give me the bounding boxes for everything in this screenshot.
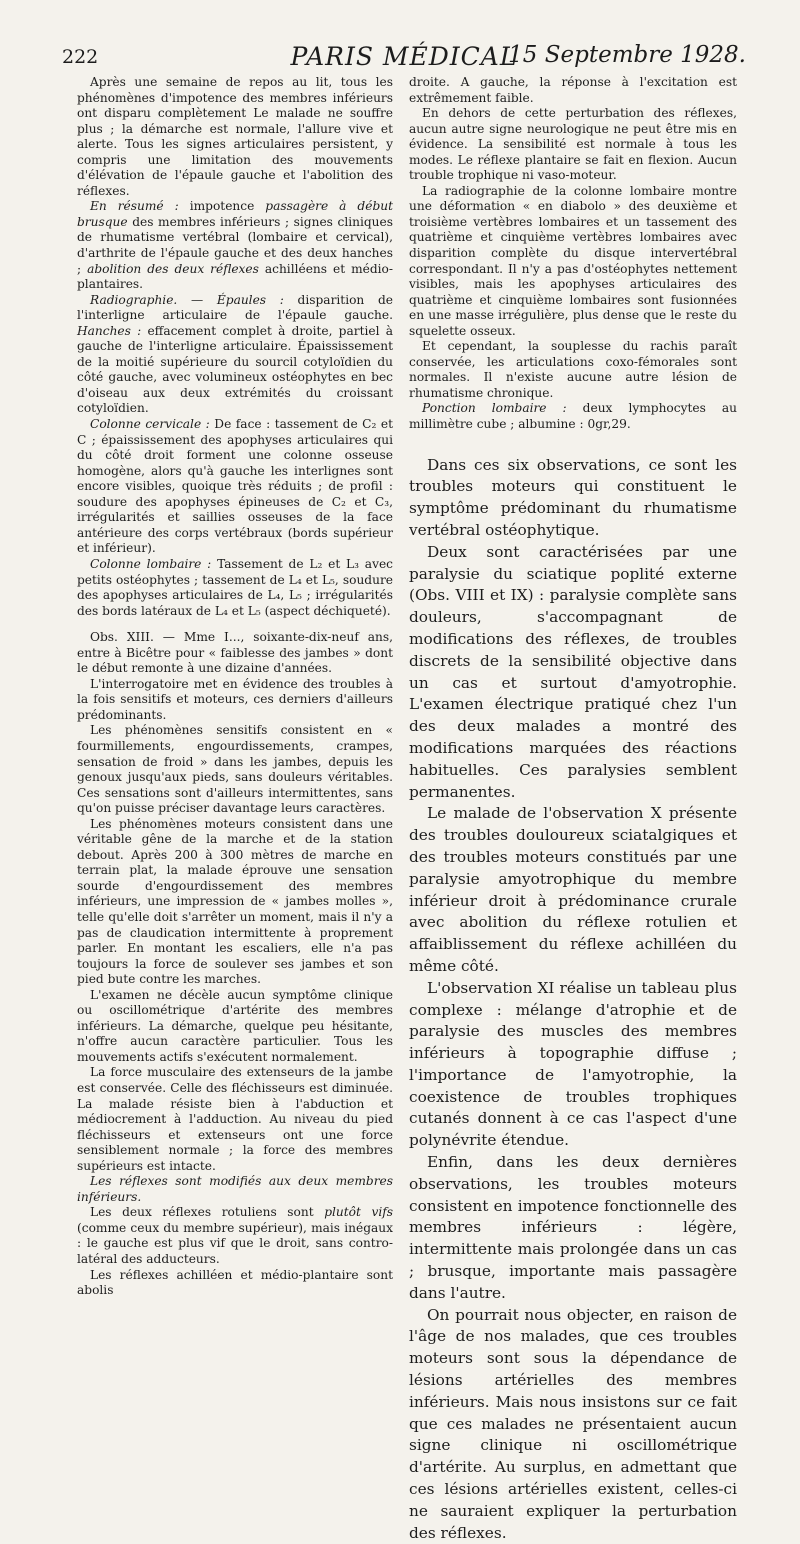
paragraph: L'observation XI réalise un tableau plus complexe : mélange d'atrophie et de paralysie des muscles des membres inférieurs à topographie diffuse ; l'importance de l'amyotrophie, la coexistence de troubles trophiques cutanés donnent à ce cas l'aspect d'une polynévrite étendue.: [409, 978, 737, 1150]
running-header: [62, 38, 746, 78]
text-run: Tassement de L₂ et L₃ avec petits ostéophytes ; tassement de L₄ et L₅, soudure des apophyses articulaires de L₄, L₅ ; irrégularités des bords latéraux de L₄ et L₅ (aspect déchiqueté).: [77, 556, 393, 618]
paragraph: Et cependant, la souplesse du rachis paraît conservée, les articulations coxo-fémorales sont normales. Il n'existe aucune autre lésion de rhumatisme chronique.: [409, 339, 737, 400]
paragraph: La force musculaire des extenseurs de la jambe est conservée. Celle des fléchisseurs est diminuée. La malade résiste bien à l'abduction et médiocrement à l'adduction. Au niveau du pied fléchisseurs et extenseurs ont une force sensiblement normale ; la force des membres supérieurs est intacte.: [77, 1065, 393, 1173]
left-column: [77, 75, 393, 1299]
lumbar-label: Colonne lombaire :: [90, 556, 212, 571]
paragraph: En dehors de cette perturbation des réflexes, aucun autre signe neurologique ne peut être mis en évidence. La sensibilité est normale à tous les modes. Le réflexe plantaire se fait en flexion. Aucun trouble trophique ni vaso-moteur.: [409, 106, 737, 183]
lumbar-puncture-label: Ponction lombaire :: [422, 401, 567, 416]
text-run: De face : tassement de C₂ et C ; épaississement des apophyses articulaires qui du côté droit forment une colonne osseuse homogène, alors qu'à gauche les interlignes sont encore visibles, quoique très réduits ; de profil : soudure des apophyses épineuses de C₂ et C₃, irrégularités et saillies osseuses de la face antérieure des corps vertébraux (bords supérieur et inférieur).: [77, 417, 394, 556]
paragraph: On pourrait nous objecter, en raison de l'âge de nos malades, que ces troubles moteurs sont sous la dépendance de lésions artérielles des membres inférieurs. Mais nous insistons sur ce fait que ces malades ne présentaient aucun signe clinique ni oscillométrique d'artérite. Au surplus, en admettant que ces lésions artérielles existent, celles-ci ne sauraient expliquer la perturbation des réflexes.: [409, 1305, 737, 1542]
paragraph: L'examen ne décèle aucun symptôme clinique ou oscillométrique d'artérite des membres inférieurs. La démarche, quelque peu hésitante, n'offre aucun caractère particulier. Tous les mouvements actifs s'exécutent normalement.: [77, 987, 393, 1064]
text-run: effacement complet à droite, partiel à gauche de l'interligne articulaire. Épaississement de la moitié supérieure du sourcil cotyloïdien du côté gauche, avec volumineux ostéophytes en bec d'oiseau aux deux extrémités du croissant cotyloïdien.: [77, 323, 393, 416]
journal-title: PARIS MÉDICAL: [290, 42, 518, 71]
paragraph: Le malade de l'observation X présente des troubles douloureux sciatalgiques et des troubles moteurs constitués par une paralysie amyotrophique du membre inférieur droit à prédominance crurale avec abolition du réflexe rotulien et affaiblissement du réflexe achilléen du même côté.: [409, 804, 737, 975]
reflexes-subheading: Les réflexes sont modifiés aux deux membres inférieurs.: [77, 1174, 393, 1204]
text-run: impotence: [178, 199, 266, 214]
text-run: Les deux réflexes rotuliens sont: [90, 1205, 325, 1220]
lumbar-puncture-paragraph: [409, 401, 737, 432]
text-run: deux lymphocytes au millimètre cube ; albumine : 0gr,29.: [409, 401, 737, 432]
text-run: (comme ceux du membre supérieur), mais inégaux : le gauche est plus vif que le droit, sans contro-latéral des adducteurs.: [77, 1220, 393, 1267]
radiography-paragraph: [77, 293, 393, 417]
summary-label: En résumé :: [90, 199, 179, 214]
issue-date: 15 Septembre 1928.: [508, 42, 746, 68]
paragraph: Enfin, dans les deux dernières observations, les troubles moteurs consistent en impotence fonctionnelle des membres inférieurs : légère, intermittente mais prolongée dans un cas ; brusque, importante mais passagère dans l'autre.: [409, 1153, 737, 1302]
paragraph: Les phénomènes sensitifs consistent en « fourmillements, engourdissements, crampes, sensation de froid » dans les jambes, depuis les genoux jusqu'aux pieds, sans douleurs véritables. Ces sensations sont d'ailleurs intermittentes, sans qu'on puisse préciser davantage leurs caractères.: [77, 723, 393, 816]
case-notes-continued: [409, 75, 737, 433]
paragraph: Les phénomènes moteurs consistent dans une véritable gêne de la marche et de la station debout. Après 200 à 300 mètres de marche en terrain plat, la malade éprouve une sensation sourde d'engourdissement des membres inférieurs, une impression de « jambes molles », telle qu'elle doit s'arrêter un moment, mais il n'y a pas de claudication intermittente à proprement parler. En montant les escaliers, elle n'a pas toujours la force de soulever ses jambes et son pied bute contre les marches.: [77, 816, 393, 987]
text-run-italic: abolition des deux réflexes: [87, 261, 259, 276]
right-column: [409, 75, 737, 1544]
lumbar-paragraph: [77, 557, 393, 619]
paragraph: Deux sont caractérisées par une paralysie du sciatique poplité externe (Obs. VIII et IX) : paralysie complète sans douleurs, s'accompagnant de modifications des réflexes, de troubles discrets de la sensibilité objective dans un cas et surtout d'amyotrophie. L'examen électrique pratiqué chez l'un des deux malades a montré des modifications marquées des réactions habituelles. Ces paralysies semblent permanentes.: [409, 542, 737, 801]
radiography-label: Radiographie. — Épaules :: [90, 292, 284, 307]
paragraph: La radiographie de la colonne lombaire montre une déformation « en diabolo » des deuxième et troisième vertèbres lombaires et un tassement des quatrième et cinquième vertèbres lombaires avec disparition complète du disque intervertébral correspondant. Il n'y a pas d'ostéophytes nettement visibles, mais les apophyses articulaires des quatrième et cinquième lombaires sont fusionnées en une masse irrégulière, plus dense que le reste du squelette osseux.: [409, 183, 737, 338]
discussion-text: [409, 455, 737, 1544]
cervical-label: Colonne cervicale :: [90, 417, 210, 432]
text-run-italic: passagère à début brusque: [77, 199, 393, 229]
page-number: 222: [62, 46, 99, 68]
text-run: des membres inférieurs ; signes cliniques de rhumatisme vertébral (lombaire et cervical), d'arthrite de l'épaule gauche et des deux hanches ;: [77, 214, 393, 276]
text-run: achilléens et médio-plantaires.: [77, 261, 393, 292]
observation-heading-paragraph: Obs. XIII. — Mme I..., soixante-dix-neuf ans, entre à Bicêtre pour « faiblesse des jambes » dont le début remonte à une dizaine d'années.: [77, 630, 393, 676]
paragraph: droite. A gauche, la réponse à l'excitation est extrêmement faible.: [409, 75, 737, 105]
cervical-paragraph: [77, 417, 393, 557]
text-run-italic: plutôt vifs: [324, 1205, 393, 1220]
text-run: disparition de l'interligne articulaire de l'épaule gauche.: [77, 292, 393, 323]
paragraph: Dans ces six observations, ce sont les troubles moteurs qui constituent le symptôme prédominant du rhumatisme vertébral ostéophytique.: [409, 455, 737, 539]
hips-label: Hanches :: [77, 323, 142, 338]
paragraph: Après une semaine de repos au lit, tous les phénomènes d'impotence des membres inférieurs ont disparu complètement Le malade ne souffre plus ; la démarche est normale, l'allure vive et alerte. Tous les signes articulaires persistent, y compris une limitation des mouvements d'élévation de l'épaule gauche et l'abolition des réflexes.: [77, 75, 393, 198]
paragraph: Les réflexes achilléen et médio-plantaire sont abolis: [77, 1267, 393, 1298]
summary-paragraph: [77, 199, 393, 292]
paragraph: L'interrogatoire met en évidence des troubles à la fois sensitifs et moteurs, ces derniers d'ailleurs prédominants.: [77, 676, 393, 722]
paragraph: [77, 1205, 393, 1267]
